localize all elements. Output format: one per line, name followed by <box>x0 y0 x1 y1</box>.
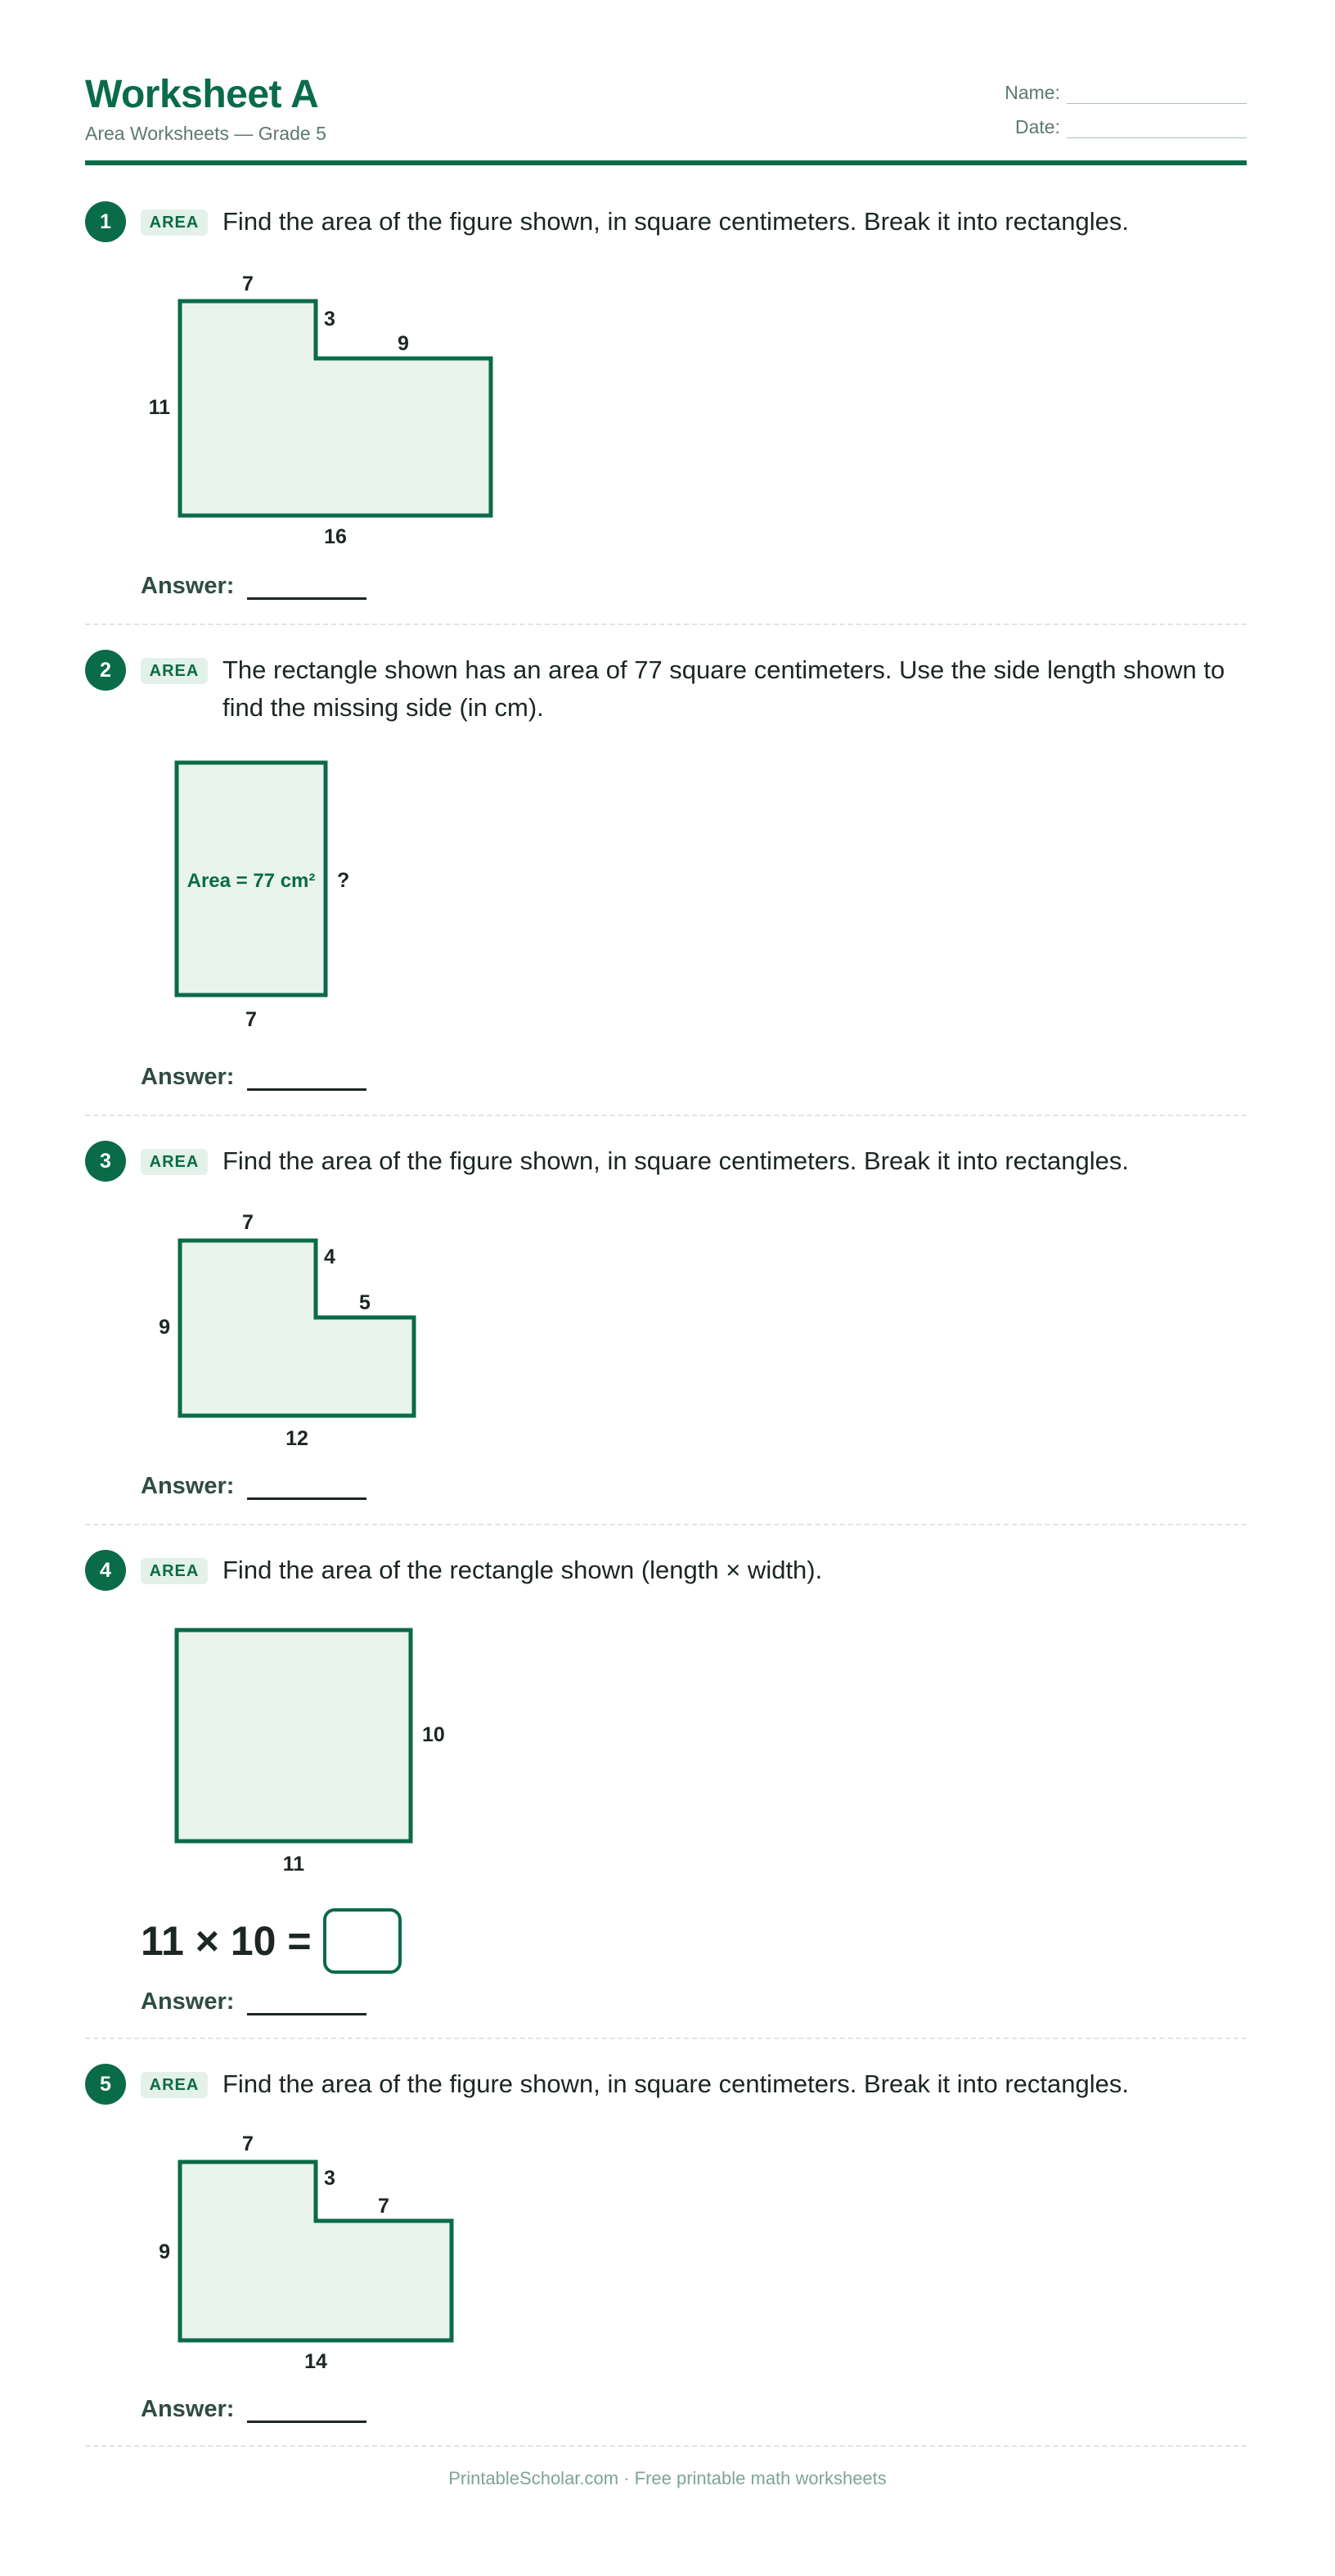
answer-blank[interactable] <box>247 2399 366 2423</box>
dimension-left: 11 <box>148 396 170 419</box>
dimension-bottom: 16 <box>324 525 347 548</box>
dimension-top: 7 <box>242 272 254 295</box>
dimension-top: 7 <box>242 2132 254 2155</box>
rectangle-figure <box>85 650 592 1075</box>
question-number: 4 <box>85 1550 126 1591</box>
l-shape-figure <box>85 1141 592 1484</box>
dimension-left: 9 <box>159 1316 170 1339</box>
question-text: The rectangle shown has an area of 77 square centimeters. Use the side length shown to find the missing side (in cm). <box>222 655 1225 722</box>
question-2 <box>85 650 1247 1108</box>
date-line[interactable] <box>1067 119 1247 138</box>
equation-text: 11 × 10 = <box>141 1918 312 1964</box>
topic-tag: AREA <box>141 2072 208 2098</box>
header-rule <box>85 160 1247 165</box>
answer-label: Answer: <box>141 1064 235 1090</box>
answer-row <box>141 1988 366 2015</box>
dimension-bottom: 11 <box>282 1853 305 1876</box>
rectangle <box>177 1630 411 1841</box>
dimension-top: 7 <box>242 1211 254 1234</box>
question-divider <box>85 2445 1247 2447</box>
answer-label: Answer: <box>141 1988 235 2015</box>
l-shape-figure <box>85 2064 592 2407</box>
dimension-bottom: 12 <box>285 1427 308 1450</box>
answer-label: Answer: <box>141 573 235 599</box>
topic-tag: AREA <box>141 209 208 236</box>
answer-row <box>141 2396 366 2423</box>
answer-box[interactable] <box>323 1908 402 1974</box>
question-text: Find the area of the figure shown, in square centimeters. Break it into rectangles. <box>222 1146 1129 1175</box>
dimension-bottom: 7 <box>245 1008 257 1031</box>
page-footer: PrintableScholar.com · Free printable math worksheets <box>448 2468 887 2488</box>
answer-row <box>141 1473 366 1500</box>
dimension-left: 9 <box>159 2240 170 2263</box>
l-shape <box>180 2162 452 2340</box>
topic-tag: AREA <box>141 1558 208 1584</box>
dimension-right-top: 7 <box>378 2195 389 2218</box>
date-label: Date: <box>1015 116 1060 137</box>
answer-row <box>141 1064 366 1091</box>
question-5 <box>85 2064 1247 2448</box>
topic-tag: AREA <box>141 658 208 684</box>
question-text: Find the area of the figure shown, in square centimeters. Break it into rectangles. <box>222 2069 1129 2098</box>
area-label: Area = 77 cm² <box>187 870 316 892</box>
name-label: Name: <box>1005 82 1060 103</box>
multiplication-equation <box>141 1908 402 1974</box>
answer-label: Answer: <box>141 1473 235 1499</box>
answer-blank[interactable] <box>247 1067 366 1091</box>
l-shape <box>180 301 491 516</box>
question-number: 1 <box>85 201 126 242</box>
answer-blank[interactable] <box>247 576 366 600</box>
question-divider <box>85 1115 1247 1116</box>
dimension-step: 3 <box>324 308 335 331</box>
dimension-right-top: 5 <box>359 1291 371 1314</box>
dimension-step: 4 <box>324 1245 335 1268</box>
dimension-side: 10 <box>422 1723 445 1746</box>
question-number: 2 <box>85 650 126 691</box>
answer-label: Answer: <box>141 2396 235 2422</box>
question-3 <box>85 1141 1247 1525</box>
name-line[interactable] <box>1067 85 1247 104</box>
question-4 <box>85 1550 1247 2041</box>
question-1 <box>85 201 1247 627</box>
page-subtitle: Area Worksheets — Grade 5 <box>85 123 326 144</box>
worksheet-header <box>85 69 1247 169</box>
question-divider <box>85 624 1247 625</box>
answer-blank[interactable] <box>247 1992 366 2015</box>
dimension-step: 3 <box>324 2167 335 2190</box>
question-text: Find the area of the rectangle shown (length × width). <box>222 1556 823 1584</box>
date-field[interactable] <box>995 116 1247 138</box>
dimension-side: ? <box>337 869 350 892</box>
dimension-bottom: 14 <box>304 2350 327 2373</box>
answer-blank[interactable] <box>247 1476 366 1500</box>
topic-tag: AREA <box>141 1149 208 1175</box>
answer-row <box>141 573 366 600</box>
dimension-right-top: 9 <box>398 332 409 355</box>
name-field[interactable] <box>995 82 1247 104</box>
rectangle-figure <box>85 1550 592 1894</box>
l-shape <box>180 1241 414 1416</box>
question-divider <box>85 1524 1247 1525</box>
question-divider <box>85 2038 1247 2039</box>
question-text: Find the area of the figure shown, in square centimeters. Break it into rectangles. <box>222 207 1129 236</box>
l-shape-figure <box>85 201 592 578</box>
page-title: Worksheet A <box>85 73 319 116</box>
question-number: 3 <box>85 1141 126 1182</box>
question-number: 5 <box>85 2064 126 2105</box>
